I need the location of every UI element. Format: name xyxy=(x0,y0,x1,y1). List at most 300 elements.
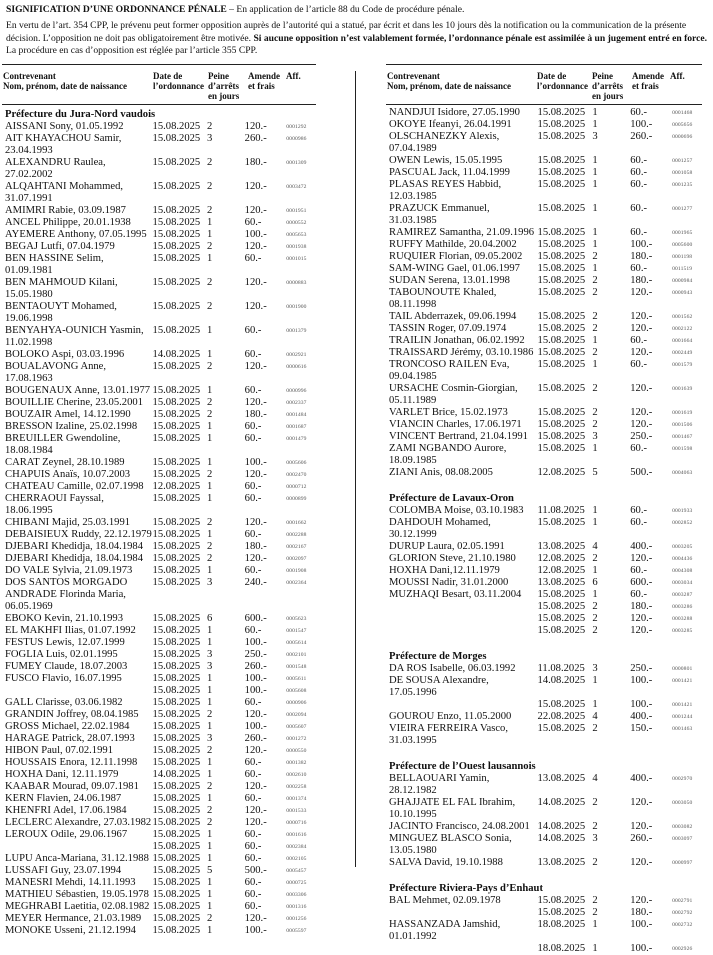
order-date: 15.08.2025 xyxy=(152,877,201,888)
order-date: 15.08.2025 xyxy=(152,901,201,912)
detention-days: 1 xyxy=(207,229,213,240)
table-row xyxy=(2,529,316,541)
order-date: 15.08.2025 xyxy=(152,133,201,144)
prefecture-heading: Préfecture de l’Ouest lausannois xyxy=(389,761,536,772)
fine-amount: 260.- xyxy=(630,833,653,844)
table-row xyxy=(2,217,316,229)
table-entry xyxy=(386,919,702,955)
table-row xyxy=(2,301,316,325)
table-row xyxy=(2,577,316,613)
order-date: 22.08.2025 xyxy=(537,711,586,722)
detention-days: 1 xyxy=(592,589,598,600)
table-entry xyxy=(386,895,702,919)
table-row xyxy=(2,541,316,553)
detention-days: 3 xyxy=(207,649,213,660)
case-number: 0005600 xyxy=(672,242,693,248)
detention-days: 2 xyxy=(207,157,213,168)
table-row xyxy=(386,723,702,747)
fine-amount: 120.- xyxy=(244,913,267,924)
case-number: 0002852 xyxy=(672,520,693,526)
order-date: 15.08.2025 xyxy=(152,229,201,240)
order-date: 12.08.2025 xyxy=(537,565,586,576)
case-number: 0005606 xyxy=(286,460,307,466)
table-row xyxy=(2,805,316,817)
fine-amount: 60.- xyxy=(244,697,262,708)
order-date: 12.08.2025 xyxy=(537,553,586,564)
fine-amount: 60.- xyxy=(244,793,262,804)
offender-name: OLSCHANEZKY Alexis, 07.04.1989 xyxy=(389,131,500,154)
table-entry xyxy=(386,155,702,167)
fine-amount: 120.- xyxy=(630,287,653,298)
table-entry xyxy=(386,541,702,553)
detention-days: 1 xyxy=(207,769,213,780)
order-date: 15.08.2025 xyxy=(537,589,586,600)
table-entry xyxy=(386,287,702,311)
offender-name: AIT KHAYACHOU Samir, 23.04.1993 xyxy=(5,133,122,156)
table-row xyxy=(386,517,702,541)
table-entry xyxy=(2,421,316,433)
table-entry xyxy=(2,829,316,853)
table-row xyxy=(386,383,702,407)
detention-days: 1 xyxy=(207,637,213,648)
case-number: 0001316 xyxy=(286,904,307,910)
table-row xyxy=(386,107,702,119)
table-row xyxy=(2,649,316,661)
header-peine: Peine d’arrêts en jours xyxy=(208,71,240,101)
detention-days: 1 xyxy=(592,517,598,528)
offender-name xyxy=(2,841,153,853)
table-row xyxy=(386,407,702,419)
table-row xyxy=(2,457,316,469)
fine-amount: 60.- xyxy=(244,433,262,444)
table-entry xyxy=(2,397,316,409)
detention-days: 1 xyxy=(592,565,598,576)
detention-days: 2 xyxy=(592,251,598,262)
table-header xyxy=(386,64,702,105)
fine-amount: 60.- xyxy=(630,505,647,516)
offender-name: BOUALAVONG Anne, 17.08.1963 xyxy=(5,361,107,384)
case-number: 0011519 xyxy=(672,266,693,272)
fine-amount: 60.- xyxy=(630,517,647,528)
order-date: 15.08.2025 xyxy=(152,829,201,840)
detention-days: 2 xyxy=(592,419,598,430)
order-date: 15.08.2025 xyxy=(152,625,201,636)
detention-days: 1 xyxy=(207,457,213,468)
table-row xyxy=(2,121,316,133)
detention-days: 1 xyxy=(207,217,213,228)
order-date: 15.08.2025 xyxy=(537,227,586,238)
detention-days: 1 xyxy=(207,625,213,636)
offender-name: TABOUNOUTE Khaled, 08.11.1998 xyxy=(389,287,497,310)
case-number: 0002288 xyxy=(286,532,307,538)
table-row xyxy=(2,517,316,529)
detention-days: 2 xyxy=(592,895,598,906)
table-row xyxy=(386,251,702,263)
table-entry xyxy=(386,723,702,747)
order-date: 15.08.2025 xyxy=(537,179,586,190)
offender-name: OWEN Lewis, 15.05.1995 xyxy=(389,155,503,166)
table-row xyxy=(2,361,316,385)
offender-name: ANCEL Philippe, 20.01.1938 xyxy=(5,217,131,228)
table-row xyxy=(386,625,702,637)
fine-amount: 100.- xyxy=(630,943,653,954)
table-entry xyxy=(2,361,316,385)
detention-days: 2 xyxy=(592,797,598,808)
table-entry xyxy=(2,913,316,925)
case-number: 0000984 xyxy=(672,278,693,284)
order-date: 15.08.2025 xyxy=(152,757,201,768)
fine-amount: 60.- xyxy=(244,829,262,840)
detention-days: 2 xyxy=(592,347,598,358)
case-number: 0001058 xyxy=(672,170,693,176)
case-number: 0000712 xyxy=(286,484,307,490)
table-entry xyxy=(386,857,702,869)
offender-name: SUDAN Serena, 13.01.1998 xyxy=(389,275,510,286)
order-date: 15.08.2025 xyxy=(152,925,201,936)
case-number: 0001938 xyxy=(286,244,307,250)
offender-name: BEN HASSINE Selim, 01.09.1981 xyxy=(5,253,104,276)
order-date: 15.08.2025 xyxy=(152,493,201,504)
detention-days: 1 xyxy=(207,385,213,396)
case-number: 0001548 xyxy=(286,664,307,670)
case-number: 0004436 xyxy=(672,556,693,562)
detention-days: 4 xyxy=(592,711,598,722)
detention-days: 2 xyxy=(207,469,213,480)
offender-name xyxy=(386,613,538,625)
table-entry xyxy=(2,649,316,661)
fine-amount: 120.- xyxy=(630,821,653,832)
offender-name: PRAZUCK Emmanuel, 31.03.1985 xyxy=(389,203,490,226)
order-date: 14.08.2025 xyxy=(537,675,586,686)
detention-days: 2 xyxy=(207,277,213,288)
case-number: 0003472 xyxy=(286,184,307,190)
detention-days: 1 xyxy=(207,673,213,684)
offender-name: MATHIEU Sébastien, 19.05.1978 xyxy=(5,889,149,900)
fine-amount: 60.- xyxy=(244,481,262,492)
case-number: 0002610 xyxy=(286,772,307,778)
detention-days: 1 xyxy=(592,179,598,190)
case-number: 0001951 xyxy=(286,208,307,214)
fine-amount: 100.- xyxy=(630,675,653,686)
offender-name: BAL Mehmet, 02.09.1978 xyxy=(389,895,501,906)
table-entry xyxy=(386,167,702,179)
offender-name: ZIANI Anis, 08.08.2005 xyxy=(389,467,493,478)
offender-name: PASCUAL Jack, 11.04.1999 xyxy=(389,167,510,178)
fine-amount: 120.- xyxy=(244,205,267,216)
fine-amount: 100.- xyxy=(630,699,653,710)
table-row xyxy=(386,323,702,335)
case-number: 0001015 xyxy=(286,256,307,262)
order-date: 15.08.2025 xyxy=(537,239,586,250)
case-number: 0003306 xyxy=(286,892,307,898)
fine-amount: 120.- xyxy=(630,625,653,636)
offender-name: VINCENT Bertrand, 21.04.1991 xyxy=(389,431,528,442)
fine-amount: 260.- xyxy=(244,733,267,744)
detention-days: 2 xyxy=(207,409,213,420)
order-date: 15.08.2025 xyxy=(537,407,586,418)
order-date: 15.08.2025 xyxy=(537,601,586,612)
offender-name: DEBAISIEUX Ruddy, 22.12.1979 xyxy=(5,529,152,540)
table-row xyxy=(386,589,702,601)
order-date: 15.08.2025 xyxy=(152,301,201,312)
order-date: 15.08.2025 xyxy=(152,817,201,828)
fine-amount: 180.- xyxy=(244,409,267,420)
order-date: 15.08.2025 xyxy=(537,443,586,454)
table-row xyxy=(2,817,316,829)
case-number: 0001639 xyxy=(672,386,693,392)
fine-amount: 120.- xyxy=(244,181,267,192)
table-entry xyxy=(2,493,316,517)
order-date: 12.08.2025 xyxy=(152,481,201,492)
fine-amount: 120.- xyxy=(630,311,653,322)
detention-days: 6 xyxy=(207,613,213,624)
table-entry xyxy=(2,457,316,469)
offender-name: MEGHRABI Laetitia, 02.08.1982 xyxy=(5,901,150,912)
order-date: 15.08.2025 xyxy=(152,709,201,720)
table-body xyxy=(2,105,316,937)
table-row xyxy=(2,637,316,649)
detention-days: 1 xyxy=(207,841,213,852)
case-number: 0000801 xyxy=(672,666,693,672)
case-number: 0001479 xyxy=(286,436,307,442)
detention-days: 1 xyxy=(207,697,213,708)
table-entry xyxy=(2,625,316,637)
fine-amount: 60.- xyxy=(630,203,647,214)
table-entry xyxy=(386,553,702,565)
fine-amount: 60.- xyxy=(244,325,262,336)
fine-amount: 60.- xyxy=(244,625,262,636)
case-number: 0002122 xyxy=(672,326,693,332)
case-number: 0002094 xyxy=(286,712,307,718)
table-entry xyxy=(2,409,316,421)
table-row xyxy=(2,769,316,781)
order-date: 15.08.2025 xyxy=(152,745,201,756)
table-row xyxy=(2,841,316,853)
table-entry xyxy=(2,349,316,361)
table-entry xyxy=(2,157,316,181)
table-entry xyxy=(2,541,316,553)
fine-amount: 120.- xyxy=(630,613,653,624)
case-number: 0001900 xyxy=(286,304,307,310)
detention-days: 3 xyxy=(592,431,598,442)
detention-days: 1 xyxy=(592,675,598,686)
case-number: 0001309 xyxy=(286,160,307,166)
table-body xyxy=(386,105,702,955)
table-row xyxy=(2,829,316,841)
order-date: 15.08.2025 xyxy=(152,157,201,168)
table-entry xyxy=(2,817,316,829)
fine-amount: 250.- xyxy=(630,663,653,674)
fine-amount: 180.- xyxy=(630,275,653,286)
offender-name xyxy=(386,601,538,613)
fine-amount: 60.- xyxy=(244,565,262,576)
detention-days: 1 xyxy=(207,925,213,936)
fine-amount: 100.- xyxy=(244,685,267,696)
offender-name: CHERRAOUI Fayssal, 18.06.1995 xyxy=(5,493,104,516)
offender-name: MOUSSI Nadir, 31.01.2000 xyxy=(389,577,509,588)
case-number: 0001467 xyxy=(672,434,693,440)
case-number: 0004063 xyxy=(672,470,693,476)
fine-amount: 120.- xyxy=(244,301,267,312)
table-row xyxy=(2,397,316,409)
fine-amount: 400.- xyxy=(630,773,653,784)
order-date: 15.08.2025 xyxy=(152,541,201,552)
order-date: 11.08.2025 xyxy=(537,505,585,516)
offender-name xyxy=(386,625,538,637)
fine-amount: 120.- xyxy=(244,121,267,132)
case-number: 0000997 xyxy=(672,860,693,866)
header-name: Contrevenant Nom, prénom, date de naissance xyxy=(3,71,127,91)
fine-amount: 120.- xyxy=(244,781,267,792)
offender-name: KHENFRI Adel, 17.06.1984 xyxy=(5,805,127,816)
order-date: 15.08.2025 xyxy=(152,889,201,900)
offender-name: KERN Flavien, 24.06.1987 xyxy=(5,793,122,804)
table-row xyxy=(2,757,316,769)
case-number: 0001374 xyxy=(286,796,307,802)
fine-amount: 60.- xyxy=(244,877,262,888)
order-date: 15.08.2025 xyxy=(537,203,586,214)
table-entry xyxy=(2,205,316,217)
detention-days: 3 xyxy=(592,663,598,674)
order-date: 15.08.2025 xyxy=(152,241,201,252)
detention-days: 1 xyxy=(592,943,598,954)
case-number: 0002097 xyxy=(286,556,307,562)
table-entry xyxy=(386,119,702,131)
fine-amount: 120.- xyxy=(244,709,267,720)
offender-name: BOUGENAUX Anne, 13.01.1977 xyxy=(5,385,151,396)
order-date: 15.08.2025 xyxy=(152,781,201,792)
table-entry xyxy=(2,709,316,721)
order-date: 15.08.2025 xyxy=(152,661,201,672)
case-number: 0001292 xyxy=(286,124,307,130)
fine-amount: 60.- xyxy=(630,179,647,190)
offender-name: HASSANZADA Jamshid, 01.01.1992 xyxy=(389,919,501,942)
table-row xyxy=(2,877,316,889)
fine-amount: 400.- xyxy=(630,541,653,552)
table-entry xyxy=(2,661,316,673)
fine-amount: 60.- xyxy=(630,589,647,600)
detention-days: 2 xyxy=(207,121,213,132)
header-amende: Amende et frais xyxy=(248,71,280,91)
table-row xyxy=(386,239,702,251)
case-number: 0001533 xyxy=(286,808,307,814)
table-entry xyxy=(386,675,702,711)
fine-amount: 100.- xyxy=(244,673,267,684)
offender-name: ALQAHTANI Mohammed, 31.07.1991 xyxy=(5,181,124,204)
order-date: 15.08.2025 xyxy=(537,263,586,274)
detention-days: 3 xyxy=(592,833,598,844)
table-entry xyxy=(386,821,702,833)
fine-amount: 60.- xyxy=(244,889,262,900)
fine-amount: 60.- xyxy=(244,529,262,540)
order-date: 15.08.2025 xyxy=(152,529,201,540)
offender-name: BOUILLIE Cherine, 23.05.2001 xyxy=(5,397,143,408)
table-entry xyxy=(2,901,316,913)
order-date: 15.08.2025 xyxy=(152,553,201,564)
offender-name: PLASAS REYES Habbid, 12.03.1985 xyxy=(389,179,502,202)
table-entry xyxy=(386,383,702,407)
case-number: 0005608 xyxy=(286,688,307,694)
case-number: 0001687 xyxy=(286,424,307,430)
order-date: 15.08.2025 xyxy=(152,121,201,132)
fine-amount: 60.- xyxy=(244,217,262,228)
fine-amount: 120.- xyxy=(630,407,653,418)
table-row xyxy=(2,781,316,793)
detention-days: 2 xyxy=(592,625,598,636)
offender-name: URSACHE Cosmin-Giorgian, 05.11.1989 xyxy=(389,383,518,406)
left-column xyxy=(2,64,316,937)
fine-amount: 120.- xyxy=(244,361,267,372)
order-date: 15.08.2025 xyxy=(537,347,586,358)
detention-days: 2 xyxy=(207,541,213,552)
case-number: 0002384 xyxy=(286,844,307,850)
table-row xyxy=(386,443,702,467)
order-date: 11.08.2025 xyxy=(537,663,585,674)
offender-name: VIEIRA FERREIRA Vasco, 31.03.1995 xyxy=(389,723,508,746)
table-row xyxy=(2,865,316,877)
case-number: 0005653 xyxy=(286,232,307,238)
offender-name: SAM-WING Gael, 01.06.1997 xyxy=(389,263,520,274)
order-date: 15.08.2025 xyxy=(152,841,201,852)
offender-name: DJEBARI Khedidja, 18.04.1984 xyxy=(5,553,144,564)
table-row xyxy=(386,565,702,577)
offender-name: HOXHA Dani, 12.11.1979 xyxy=(5,769,119,780)
table-row xyxy=(2,205,316,217)
case-number: 0000716 xyxy=(286,820,307,826)
table-entry xyxy=(386,505,702,517)
detention-days: 1 xyxy=(207,853,213,864)
detention-days: 1 xyxy=(592,919,598,930)
fine-amount: 100.- xyxy=(244,925,267,936)
notice-title-line xyxy=(6,4,708,16)
order-date: 15.08.2025 xyxy=(537,419,586,430)
order-date: 15.08.2025 xyxy=(537,275,586,286)
table-entry xyxy=(386,263,702,275)
fine-amount: 180.- xyxy=(630,251,653,262)
table-row xyxy=(386,821,702,833)
case-number: 0001598 xyxy=(672,446,693,452)
order-date: 15.08.2025 xyxy=(152,805,201,816)
order-date: 15.08.2025 xyxy=(152,253,201,264)
case-number: 0001277 xyxy=(672,206,693,212)
fine-amount: 260.- xyxy=(244,661,267,672)
offender-name: DAHDOUH Mohamed, 30.12.1999 xyxy=(389,517,491,540)
fine-amount: 120.- xyxy=(244,469,267,480)
offender-name: FUMEY Claude, 18.07.2003 xyxy=(5,661,128,672)
fine-amount: 100.- xyxy=(630,919,653,930)
fine-amount: 120.- xyxy=(630,797,653,808)
fine-amount: 240.- xyxy=(244,577,267,588)
case-number: 0000725 xyxy=(286,880,307,886)
offender-name: RUFFY Mathilde, 20.04.2002 xyxy=(389,239,517,250)
order-date: 12.08.2025 xyxy=(537,467,586,478)
order-date: 14.08.2025 xyxy=(152,769,201,780)
fine-amount: 180.- xyxy=(244,541,267,552)
detention-days: 2 xyxy=(207,301,213,312)
table-entry xyxy=(386,589,702,637)
detention-days: 3 xyxy=(207,661,213,672)
fine-amount: 60.- xyxy=(630,263,647,274)
offender-name xyxy=(2,685,153,697)
table-row xyxy=(2,157,316,181)
order-date: 15.08.2025 xyxy=(152,181,201,192)
case-number: 0000899 xyxy=(286,496,307,502)
detention-days: 1 xyxy=(207,877,213,888)
offender-name: HARAGE Patrick, 28.07.1993 xyxy=(5,733,135,744)
offender-name: BENYAHYA-OUNICH Yasmin, 11.02.1998 xyxy=(5,325,144,348)
fine-amount: 120.- xyxy=(244,553,267,564)
case-number: 0003082 xyxy=(672,824,693,830)
